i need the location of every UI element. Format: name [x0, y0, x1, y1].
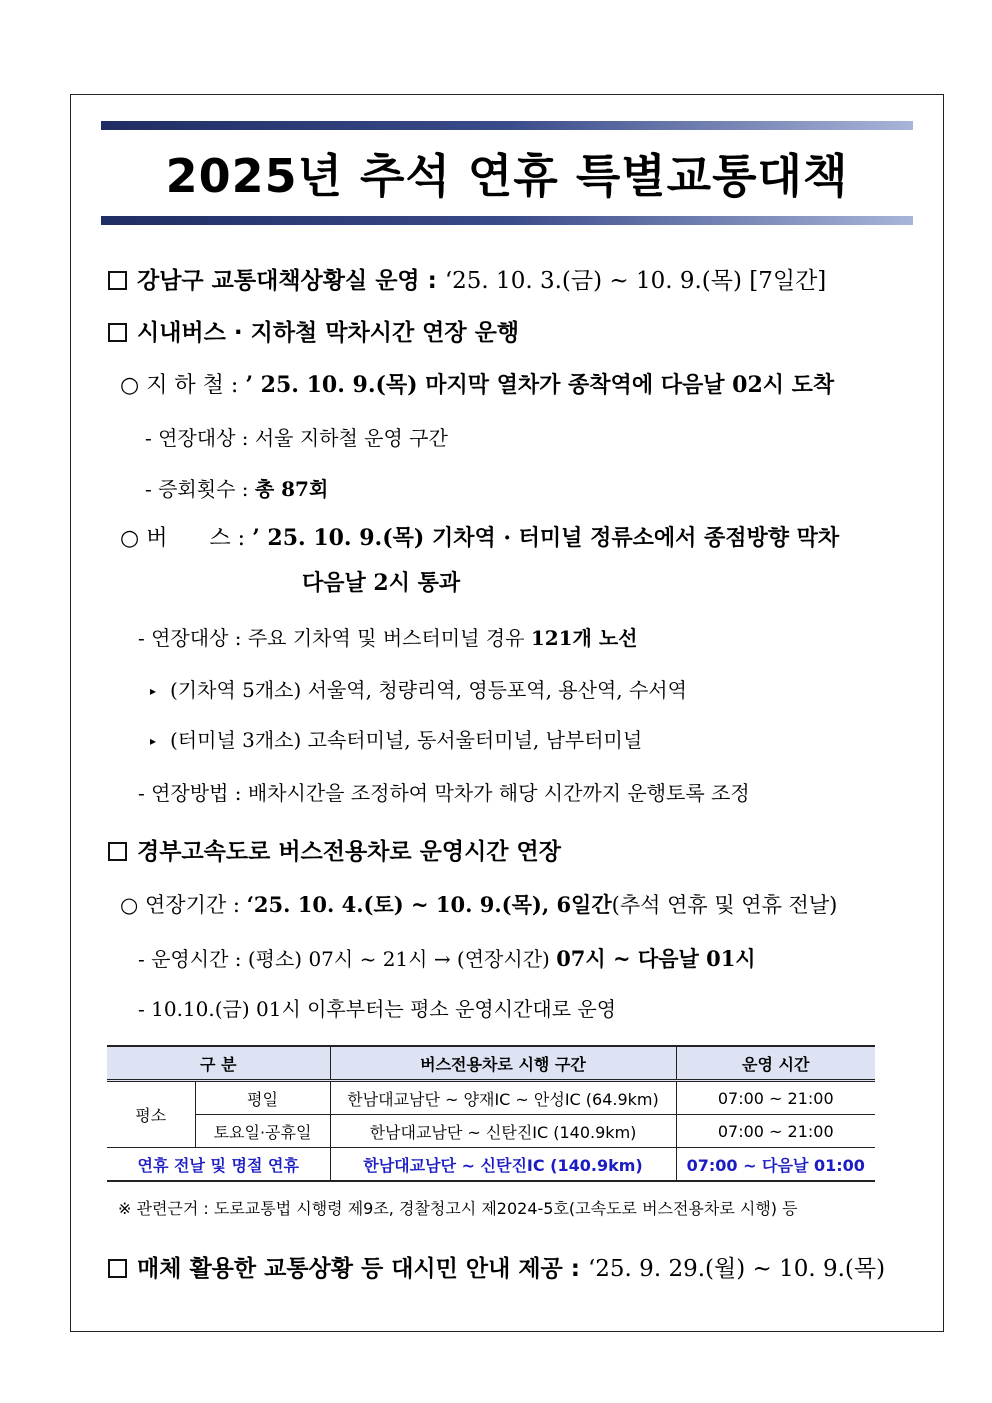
table-row-holiday: [107, 1148, 875, 1182]
section-period: ‘25. 10. 3.(금) ~ 10. 9.(목) [7일간]: [444, 268, 827, 294]
checkbox-icon: [108, 323, 127, 342]
day-type: 토요일·공휴일: [195, 1115, 330, 1148]
bus-line: [120, 521, 839, 552]
section-operations-room: [108, 262, 826, 295]
terminal-list: (터미널 3개소) 고속터미널, 동서울터미널, 남부터미널: [170, 728, 643, 752]
operating-time: 07:00 ~ 21:00: [676, 1081, 875, 1115]
period-note: (추석 연휴 및 연휴 전날): [611, 893, 838, 917]
section-public-notice: [108, 1250, 885, 1283]
subway-target: - 연장대상 : 서울 지하철 운영 구간: [145, 426, 448, 450]
holiday-label: 연휴 전날 및 명절 연휴: [107, 1148, 330, 1182]
checkbox-icon: [108, 1259, 127, 1278]
after-note: - 10.10.(금) 01시 이후부터는 평소 운영시간대로 운영: [138, 997, 617, 1021]
bus-target-count: 121개 노선: [530, 626, 638, 650]
title-bar-bottom: [101, 216, 913, 225]
subway-label: ○ 지 하 철 :: [120, 373, 239, 398]
section-period: ‘25. 9. 29.(월) ~ 10. 9.(목): [587, 1256, 886, 1282]
section-label: 매체 활용한 교통상황 등 대시민 안내 제공 :: [137, 1256, 580, 1282]
period-label: ○ 연장기간 :: [120, 893, 240, 917]
legal-basis-note: ※ 관련근거 : 도로교통법 시행령 제9조, 경찰청고시 제2024-5호(고속도로 버스전용차로 시행) 등: [118, 1199, 798, 1218]
subway-count-label: - 증회횟수 :: [145, 477, 249, 501]
bus-target-line: [138, 622, 637, 651]
holiday-time: 07:00 ~ 다음날 01:00: [676, 1148, 875, 1182]
section-late-night-extension: [108, 314, 519, 347]
hours-value: 07시 ~ 다음날 01시: [556, 946, 756, 971]
train-stations: [150, 674, 687, 703]
subway-count: 총 87회: [254, 477, 329, 501]
table-row: [107, 1081, 875, 1115]
bus-label: ○ 버 스 :: [120, 526, 246, 551]
bus-lane-period: [120, 889, 837, 919]
section-label: 경부고속도로 버스전용차로 운영시간 연장: [137, 839, 561, 865]
table-header-row: [107, 1046, 875, 1081]
section-label: 강남구 교통대책상황실 운영 :: [137, 268, 437, 294]
bus-text-cont: 다음날 2시 통과: [302, 570, 461, 596]
subway-count-line: [145, 473, 328, 502]
hours-label: - 운영시간 : (평소) 07시 ~ 21시 → (연장시간): [138, 947, 550, 971]
page-title: 2025년 추석 연휴 특별교통대책: [165, 149, 849, 203]
section-label: 시내버스 · 지하철 막차시간 연장 운행: [137, 320, 520, 346]
train-list: (기차역 5개소) 서울역, 청량리역, 영등포역, 용산역, 수서역: [170, 678, 687, 702]
operating-time: 07:00 ~ 21:00: [676, 1115, 875, 1148]
extension-method: - 연장방법 : 배차시간을 조정하여 막차가 해당 시간까지 운행토록 조정: [138, 781, 750, 805]
title-bar-top: [101, 121, 913, 130]
bus-target-label: - 연장대상 : 주요 기차역 및 버스터미널 경유: [138, 626, 525, 650]
header-time: 운영 시간: [676, 1046, 875, 1081]
bullet-icon: ▸: [150, 684, 157, 698]
lane-section: 한남대교남단 ~ 양재IC ~ 안성IC (64.9km): [330, 1081, 676, 1115]
table-row: [107, 1115, 875, 1148]
subway-line: [120, 368, 834, 399]
bullet-icon: ▸: [150, 734, 157, 748]
checkbox-icon: [108, 271, 127, 290]
bus-lane-table: [107, 1045, 875, 1182]
lane-section: 한남대교남단 ~ 신탄진IC (140.9km): [330, 1115, 676, 1148]
header-section: 버스전용차로 시행 구간: [330, 1046, 676, 1081]
bus-text: ’ 25. 10. 9.(목) 기차역 · 터미널 정류소에서 종점방향 막차: [252, 525, 840, 551]
bus-lane-hours: [138, 943, 756, 973]
period-value: ‘25. 10. 4.(토) ~ 10. 9.(목), 6일간: [246, 892, 612, 917]
header-category: 구 분: [107, 1046, 330, 1081]
terminals: [150, 724, 642, 753]
day-type: 평일: [195, 1081, 330, 1115]
holiday-section: 한남대교남단 ~ 신탄진IC (140.9km): [330, 1148, 676, 1182]
normal-label: 평소: [107, 1081, 195, 1148]
checkbox-icon: [108, 842, 127, 861]
subway-text: ’ 25. 10. 9.(목) 마지막 열차가 종착역에 다음날 02시 도착: [245, 372, 835, 398]
section-bus-lane: [108, 833, 561, 866]
